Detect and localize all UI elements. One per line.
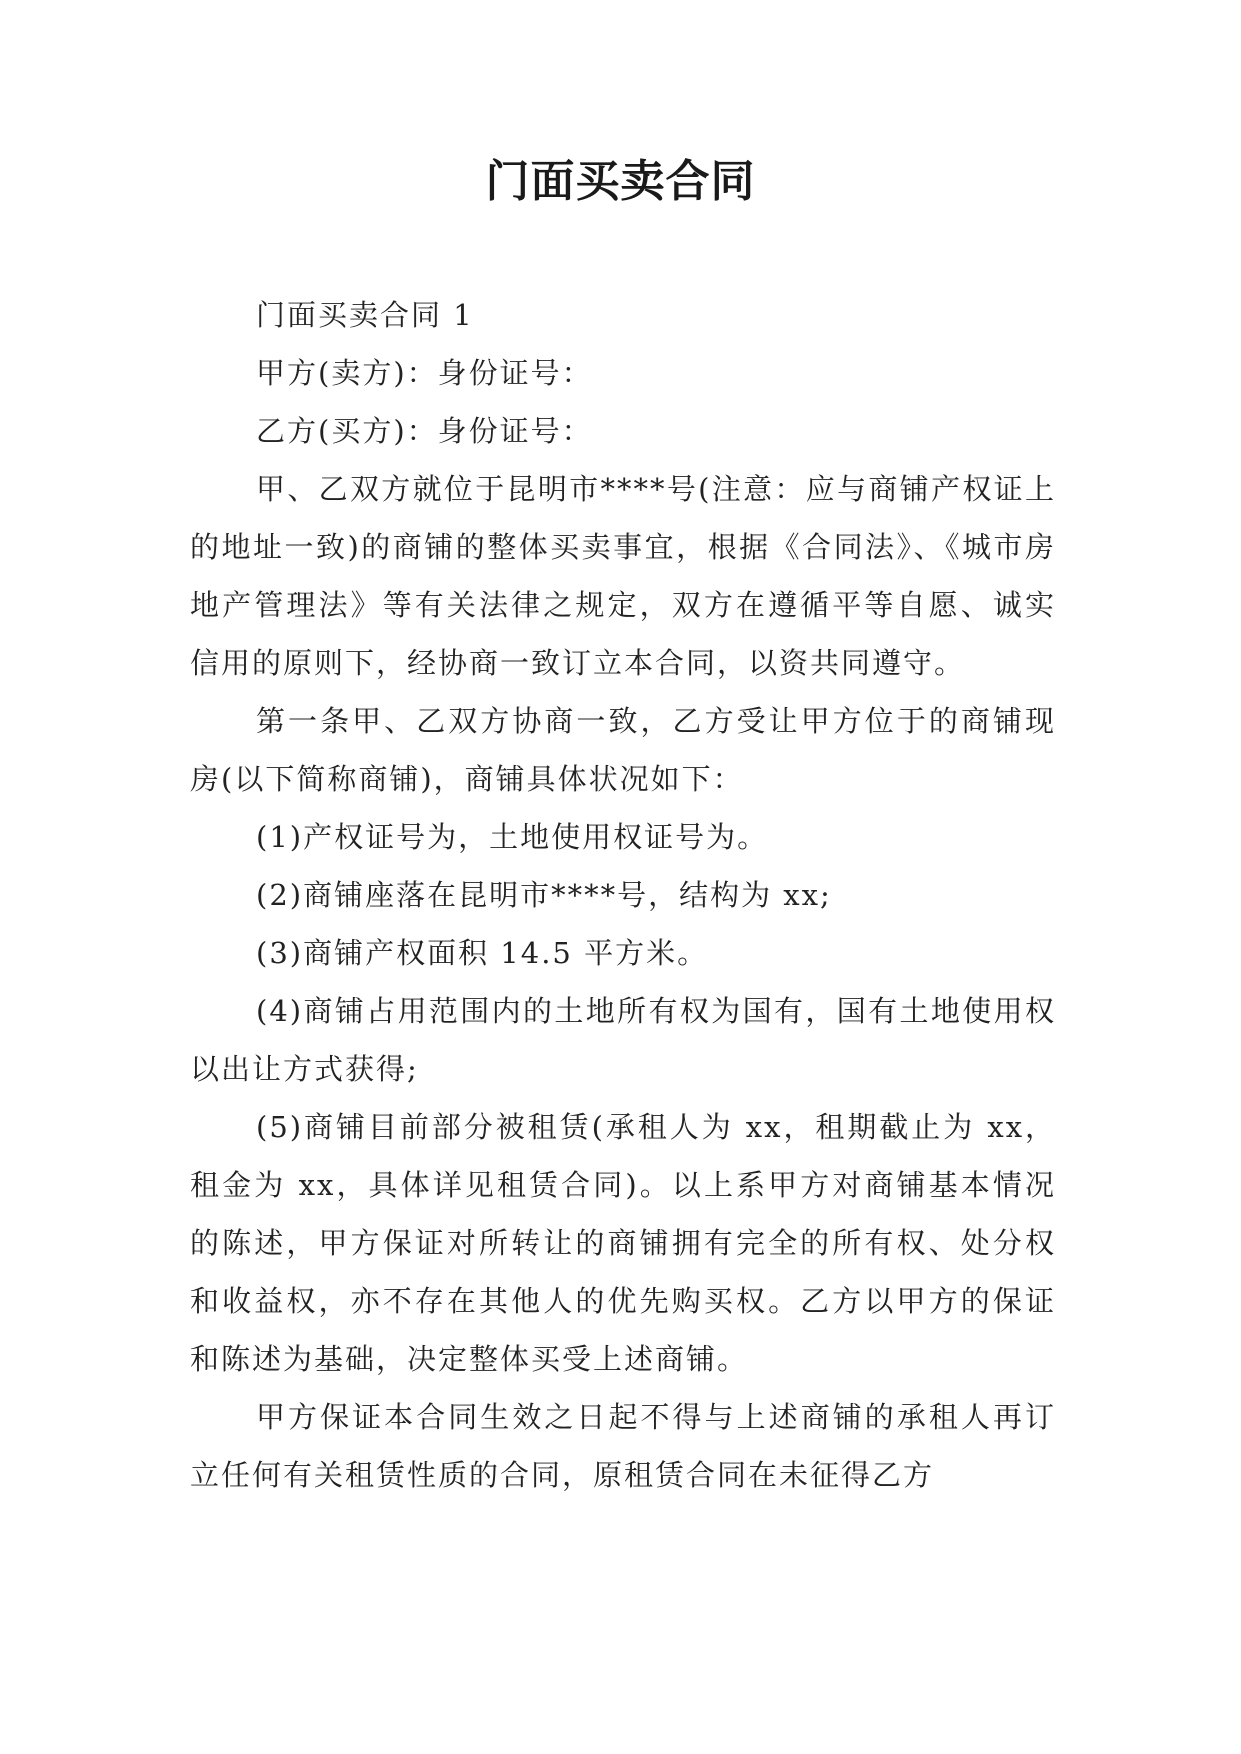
- document-title: 门面买卖合同: [485, 156, 756, 207]
- document-body: [190, 286, 1056, 1504]
- paragraph-article-one: 第一条甲、乙双方协商一致，乙方受让甲方位于的商铺现房(以下简称商铺)，商铺具体状况如下：: [190, 704, 1056, 796]
- paragraph-preamble: 甲、乙双方就位于昆明市****号(注意：应与商铺产权证上的地址一致)的商铺的整体买卖事宜，根据《合同法》、《城市房地产管理法》等有关法律之规定，双方在遵循平等自愿、诚实信用的原则下，经协商一致订立本合同，以资共同遵守。: [190, 472, 1056, 680]
- paragraph-item-3: (3)商铺产权面积 14.5 平方米。: [256, 936, 709, 970]
- paragraph-party-b: 乙方(买方)：身份证号：: [256, 414, 593, 448]
- paragraph-contract-heading: 门面买卖合同 1: [256, 298, 474, 332]
- paragraph-item-5: (5)商铺目前部分被租赁(承租人为 xx，租期截止为 xx，租金为 xx，具体详见租赁合同)。以上系甲方对商铺基本情况的陈述，甲方保证对所转让的商铺拥有完全的所有权、处分权和收益权，亦不存在其他人的优先购买权。乙方以甲方的保证和陈述为基础，决定整体买受上述商铺。: [190, 1110, 1056, 1376]
- paragraph-item-1: (1)产权证号为，土地使用权证号为。: [256, 820, 769, 854]
- paragraph-party-a: 甲方(卖方)：身份证号：: [256, 356, 593, 390]
- paragraph-lease-guarantee: 甲方保证本合同生效之日起不得与上述商铺的承租人再订立任何有关租赁性质的合同，原租赁合同在未征得乙方: [190, 1400, 1056, 1492]
- paragraph-item-4: (4)商铺占用范围内的土地所有权为国有，国有土地使用权以出让方式获得;: [190, 994, 1056, 1086]
- paragraph-item-2: (2)商铺座落在昆明市****号，结构为 xx;: [256, 878, 832, 912]
